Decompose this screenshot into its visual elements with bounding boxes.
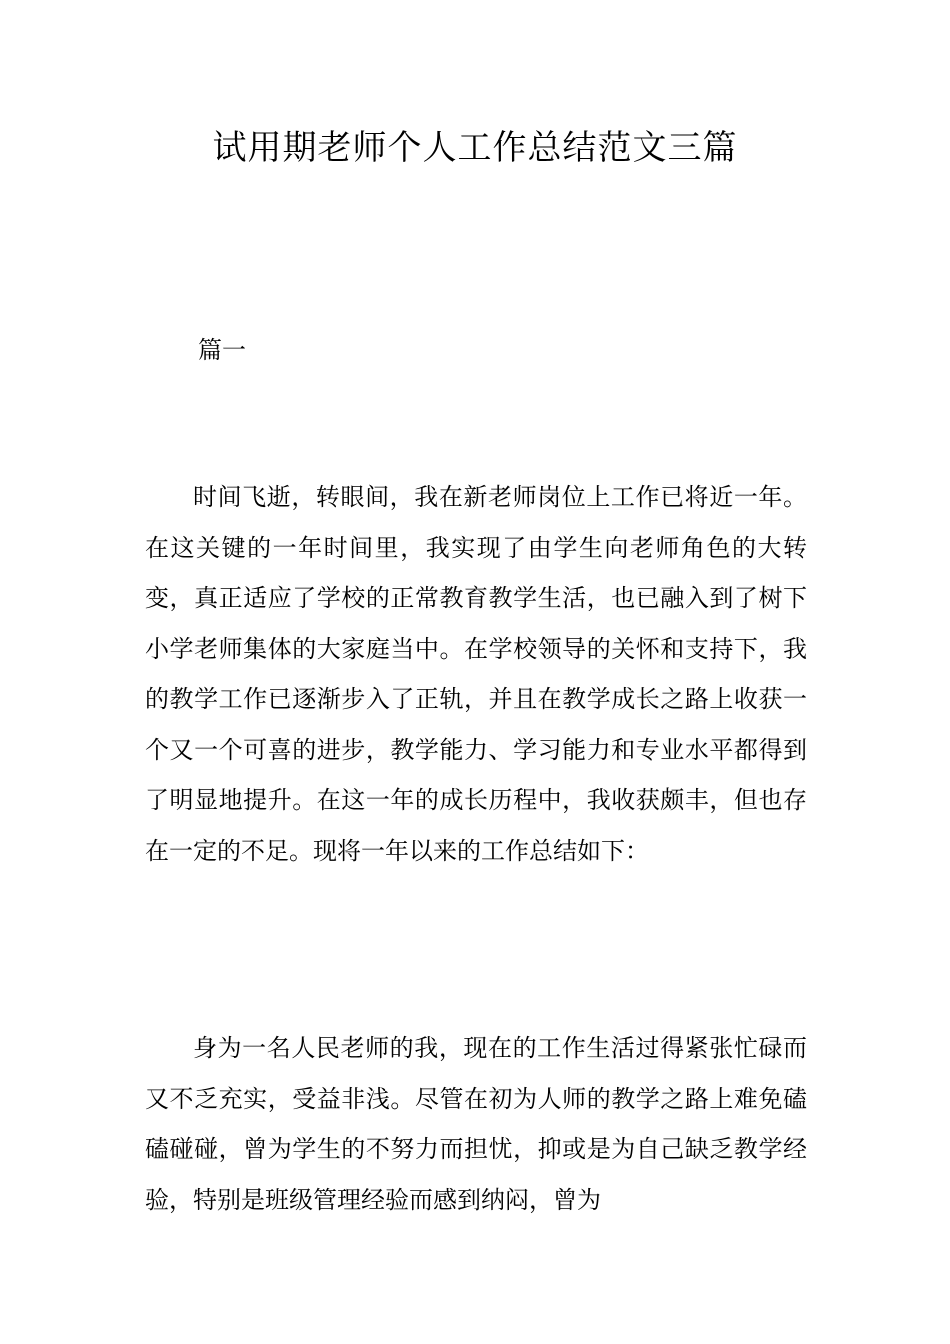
body-paragraph-1: 时间飞逝，转眼间，我在新老师岗位上工作已将近一年。在这关键的一年时间里，我实现了由学生向老师角色的大转变，真正适应了学校的正常教育教学生活，也已融入到了树下小学老师集体的大家庭当中。在学校领导的关怀和支持下，我的教学工作已逐渐步入了正轨，并且在教学成长之路上收获一个又一个可喜的进步，教学能力、学习能力和专业水平都得到了明显地提升。在这一年的成长历程中，我收获颇丰，但也存在一定的不足。现将一年以来的工作总结如下： (145, 483, 807, 865)
section-heading: 篇一 (198, 336, 246, 364)
body-paragraph-2: 身为一名人民老师的我，现在的工作生活过得紧张忙碌而又不乏充实，受益非浅。尽管在初为人师的教学之路上难免磕磕碰碰，曾为学生的不努力而担忧，抑或是为自己缺乏教学经验，特别是班级管理经验而感到纳闷，曾为 (145, 1034, 807, 1214)
document-title: 试用期老师个人工作总结范文三篇 (212, 128, 738, 168)
